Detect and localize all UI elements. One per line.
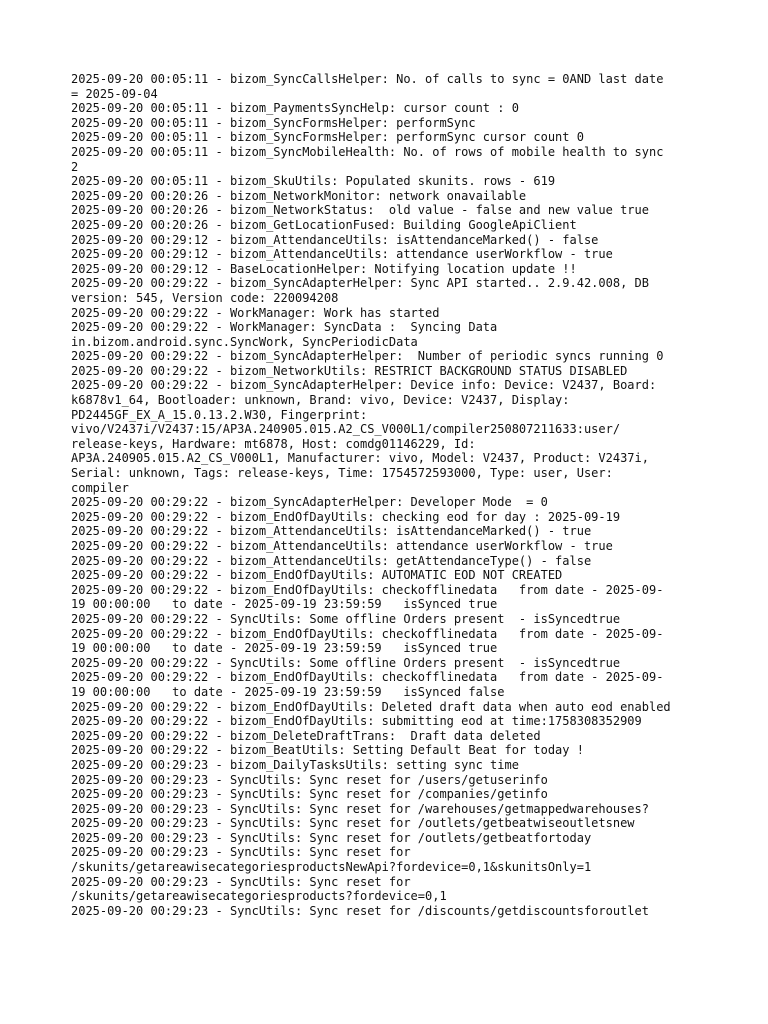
log-line: version: 545, Version code: 220094208 (71, 290, 339, 305)
log-line: 2025-09-20 00:29:22 - bizom_EndOfDayUtils: submitting eod at time:1758308352909 (71, 714, 642, 729)
log-line: 2025-09-20 00:29:22 - bizom_SyncAdapterHelper: Number of periodic syncs running 0 (71, 349, 664, 364)
log-line: 2025-09-20 00:05:11 - bizom_PaymentsSyncHelp: cursor count : 0 (71, 101, 519, 116)
log-line: vivo/V2437i/V2437:15/AP3A.240905.015.A2_CS_V000L1/compiler250807211633:user/ (71, 422, 621, 437)
log-line: 2025-09-20 00:05:11 - bizom_SyncMobileHealth: No. of rows of mobile health to sync (71, 144, 664, 159)
log-line: 2025-09-20 00:05:11 - bizom_SyncCallsHelper: No. of calls to sync = 0AND last date (71, 72, 664, 86)
log-line: 19 00:00:00 to date - 2025-09-19 23:59:59 isSynced true (71, 597, 498, 612)
log-line: 2025-09-20 00:29:23 - bizom_DailyTasksUtils: setting sync time (71, 757, 519, 772)
log-line: 2025-09-20 00:29:22 - bizom_NetworkUtils: RESTRICT BACKGROUND STATUS DISABLED (71, 363, 628, 378)
log-line: 2025-09-20 00:29:22 - bizom_EndOfDayUtils: checkofflinedata from date - 2025-09- (71, 626, 664, 641)
log-line: 2025-09-20 00:29:23 - SyncUtils: Sync reset for /outlets/getbeatfortoday (71, 830, 592, 845)
log-line: 2025-09-20 00:29:22 - bizom_AttendanceUtils: getAttendanceType() - false (71, 553, 592, 568)
log-line: = 2025-09-04 (71, 86, 158, 101)
log-line: 2025-09-20 00:29:22 - bizom_AttendanceUtils: isAttendanceMarked() - true (71, 524, 592, 539)
log-line: 2025-09-20 00:29:23 - SyncUtils: Sync reset for /discounts/getdiscountsforoutlet (71, 903, 649, 918)
log-line: 2025-09-20 00:29:23 - SyncUtils: Sync reset for /users/getuserinfo (71, 772, 548, 787)
log-line: 2025-09-20 00:29:22 - bizom_SyncAdapterHelper: Device info: Device: V2437, Board: (71, 378, 657, 393)
log-line: k6878v1_64, Bootloader: unknown, Brand: vivo, Device: V2437, Display: (71, 393, 570, 408)
log-line: 2025-09-20 00:20:26 - bizom_GetLocationFused: Building GoogleApiClient (71, 217, 577, 232)
log-line: 2025-09-20 00:29:12 - bizom_AttendanceUtils: isAttendanceMarked() - false (71, 232, 599, 247)
log-line: 2025-09-20 00:05:11 - bizom_SyncFormsHelper: performSync (71, 115, 476, 130)
log-line: 2025-09-20 00:29:22 - bizom_AttendanceUtils: attendance userWorkflow - true (71, 539, 613, 553)
log-line: 2025-09-20 00:29:23 - SyncUtils: Sync reset for /warehouses/getmappedwarehouses? (71, 801, 649, 816)
log-text (71, 72, 701, 918)
log-line: 2025-09-20 00:29:22 - bizom_SyncAdapterHelper: Developer Mode = 0 (71, 495, 548, 510)
log-line: 19 00:00:00 to date - 2025-09-19 23:59:59 isSynced false (71, 684, 505, 699)
log-line: 2025-09-20 00:29:22 - bizom_BeatUtils: Setting Default Beat for today ! (71, 743, 584, 758)
log-line: 2025-09-20 00:29:23 - SyncUtils: Sync reset for (71, 874, 411, 889)
log-line: 2025-09-20 00:20:26 - bizom_NetworkMonitor: network onavailable (71, 188, 527, 203)
log-line: /skunits/getareawisecategoriesproductsNewApi?fordevice=0,1&skunitsOnly=1 (71, 860, 592, 875)
log-line: 2025-09-20 00:29:23 - SyncUtils: Sync reset for (71, 845, 411, 860)
log-line: 2025-09-20 00:29:22 - bizom_EndOfDayUtils: AUTOMATIC EOD NOT CREATED (71, 568, 563, 583)
log-line: 2025-09-20 00:29:22 - bizom_SyncAdapterHelper: Sync API started.. 2.9.42.008, DB (71, 276, 649, 291)
log-line: 2025-09-20 00:29:12 - bizom_AttendanceUtils: attendance userWorkflow - true (71, 247, 613, 262)
log-line: /skunits/getareawisecategoriesproducts?fordevice=0,1 (71, 889, 447, 904)
log-line: 2025-09-20 00:29:22 - bizom_EndOfDayUtils: checkofflinedata from date - 2025-09- (71, 670, 664, 685)
log-line: 2025-09-20 00:29:23 - SyncUtils: Sync reset for /outlets/getbeatwiseoutletsnew (71, 816, 635, 831)
log-line: 2025-09-20 00:29:22 - bizom_EndOfDayUtils: checkofflinedata from date - 2025-09- (71, 582, 664, 597)
log-line: 2025-09-20 00:29:12 - BaseLocationHelper: Notifying location update !! (71, 261, 577, 276)
log-line: PD2445GF_EX_A_15.0.13.2.W30, Fingerprint: (71, 407, 368, 422)
log-line: compiler (71, 480, 129, 495)
log-line: Serial: unknown, Tags: release-keys, Time: 1754572593000, Type: user, User: (71, 466, 613, 481)
log-line: 2025-09-20 00:29:22 - SyncUtils: Some offline Orders present - isSyncedtrue (71, 655, 621, 670)
log-line: 2025-09-20 00:29:22 - bizom_EndOfDayUtils: Deleted draft data when auto eod enabled (71, 699, 671, 714)
log-line: 2025-09-20 00:29:23 - SyncUtils: Sync reset for /companies/getinfo (71, 787, 548, 802)
log-line: 2025-09-20 00:29:22 - bizom_EndOfDayUtils: checking eod for day : 2025-09-19 (71, 509, 621, 524)
log-line: 2025-09-20 00:20:26 - bizom_NetworkStatus: old value - false and new value true (71, 203, 649, 218)
log-line: 2025-09-20 00:29:22 - SyncUtils: Some offline Orders present - isSyncedtrue (71, 611, 621, 626)
log-line: 2 (71, 159, 79, 174)
log-line: 2025-09-20 00:29:22 - bizom_DeleteDraftTrans: Draft data deleted (71, 728, 541, 743)
log-line: AP3A.240905.015.A2_CS_V000L1, Manufacturer: vivo, Model: V2437, Product: V2437i, (71, 451, 649, 466)
log-line: 2025-09-20 00:29:22 - WorkManager: SyncData : Syncing Data (71, 320, 498, 335)
log-line: 2025-09-20 00:05:11 - bizom_SyncFormsHelper: performSync cursor count 0 (71, 130, 584, 145)
log-line: release-keys, Hardware: mt6878, Host: comdg01146229, Id: (71, 436, 476, 451)
log-line: 19 00:00:00 to date - 2025-09-19 23:59:59 isSynced true (71, 641, 498, 656)
log-line: 2025-09-20 00:05:11 - bizom_SkuUtils: Populated skunits. rows - 619 (71, 174, 556, 189)
log-line: 2025-09-20 00:29:22 - WorkManager: Work has started (71, 305, 440, 320)
log-line: in.bizom.android.sync.SyncWork, SyncPeriodicData (71, 334, 418, 349)
